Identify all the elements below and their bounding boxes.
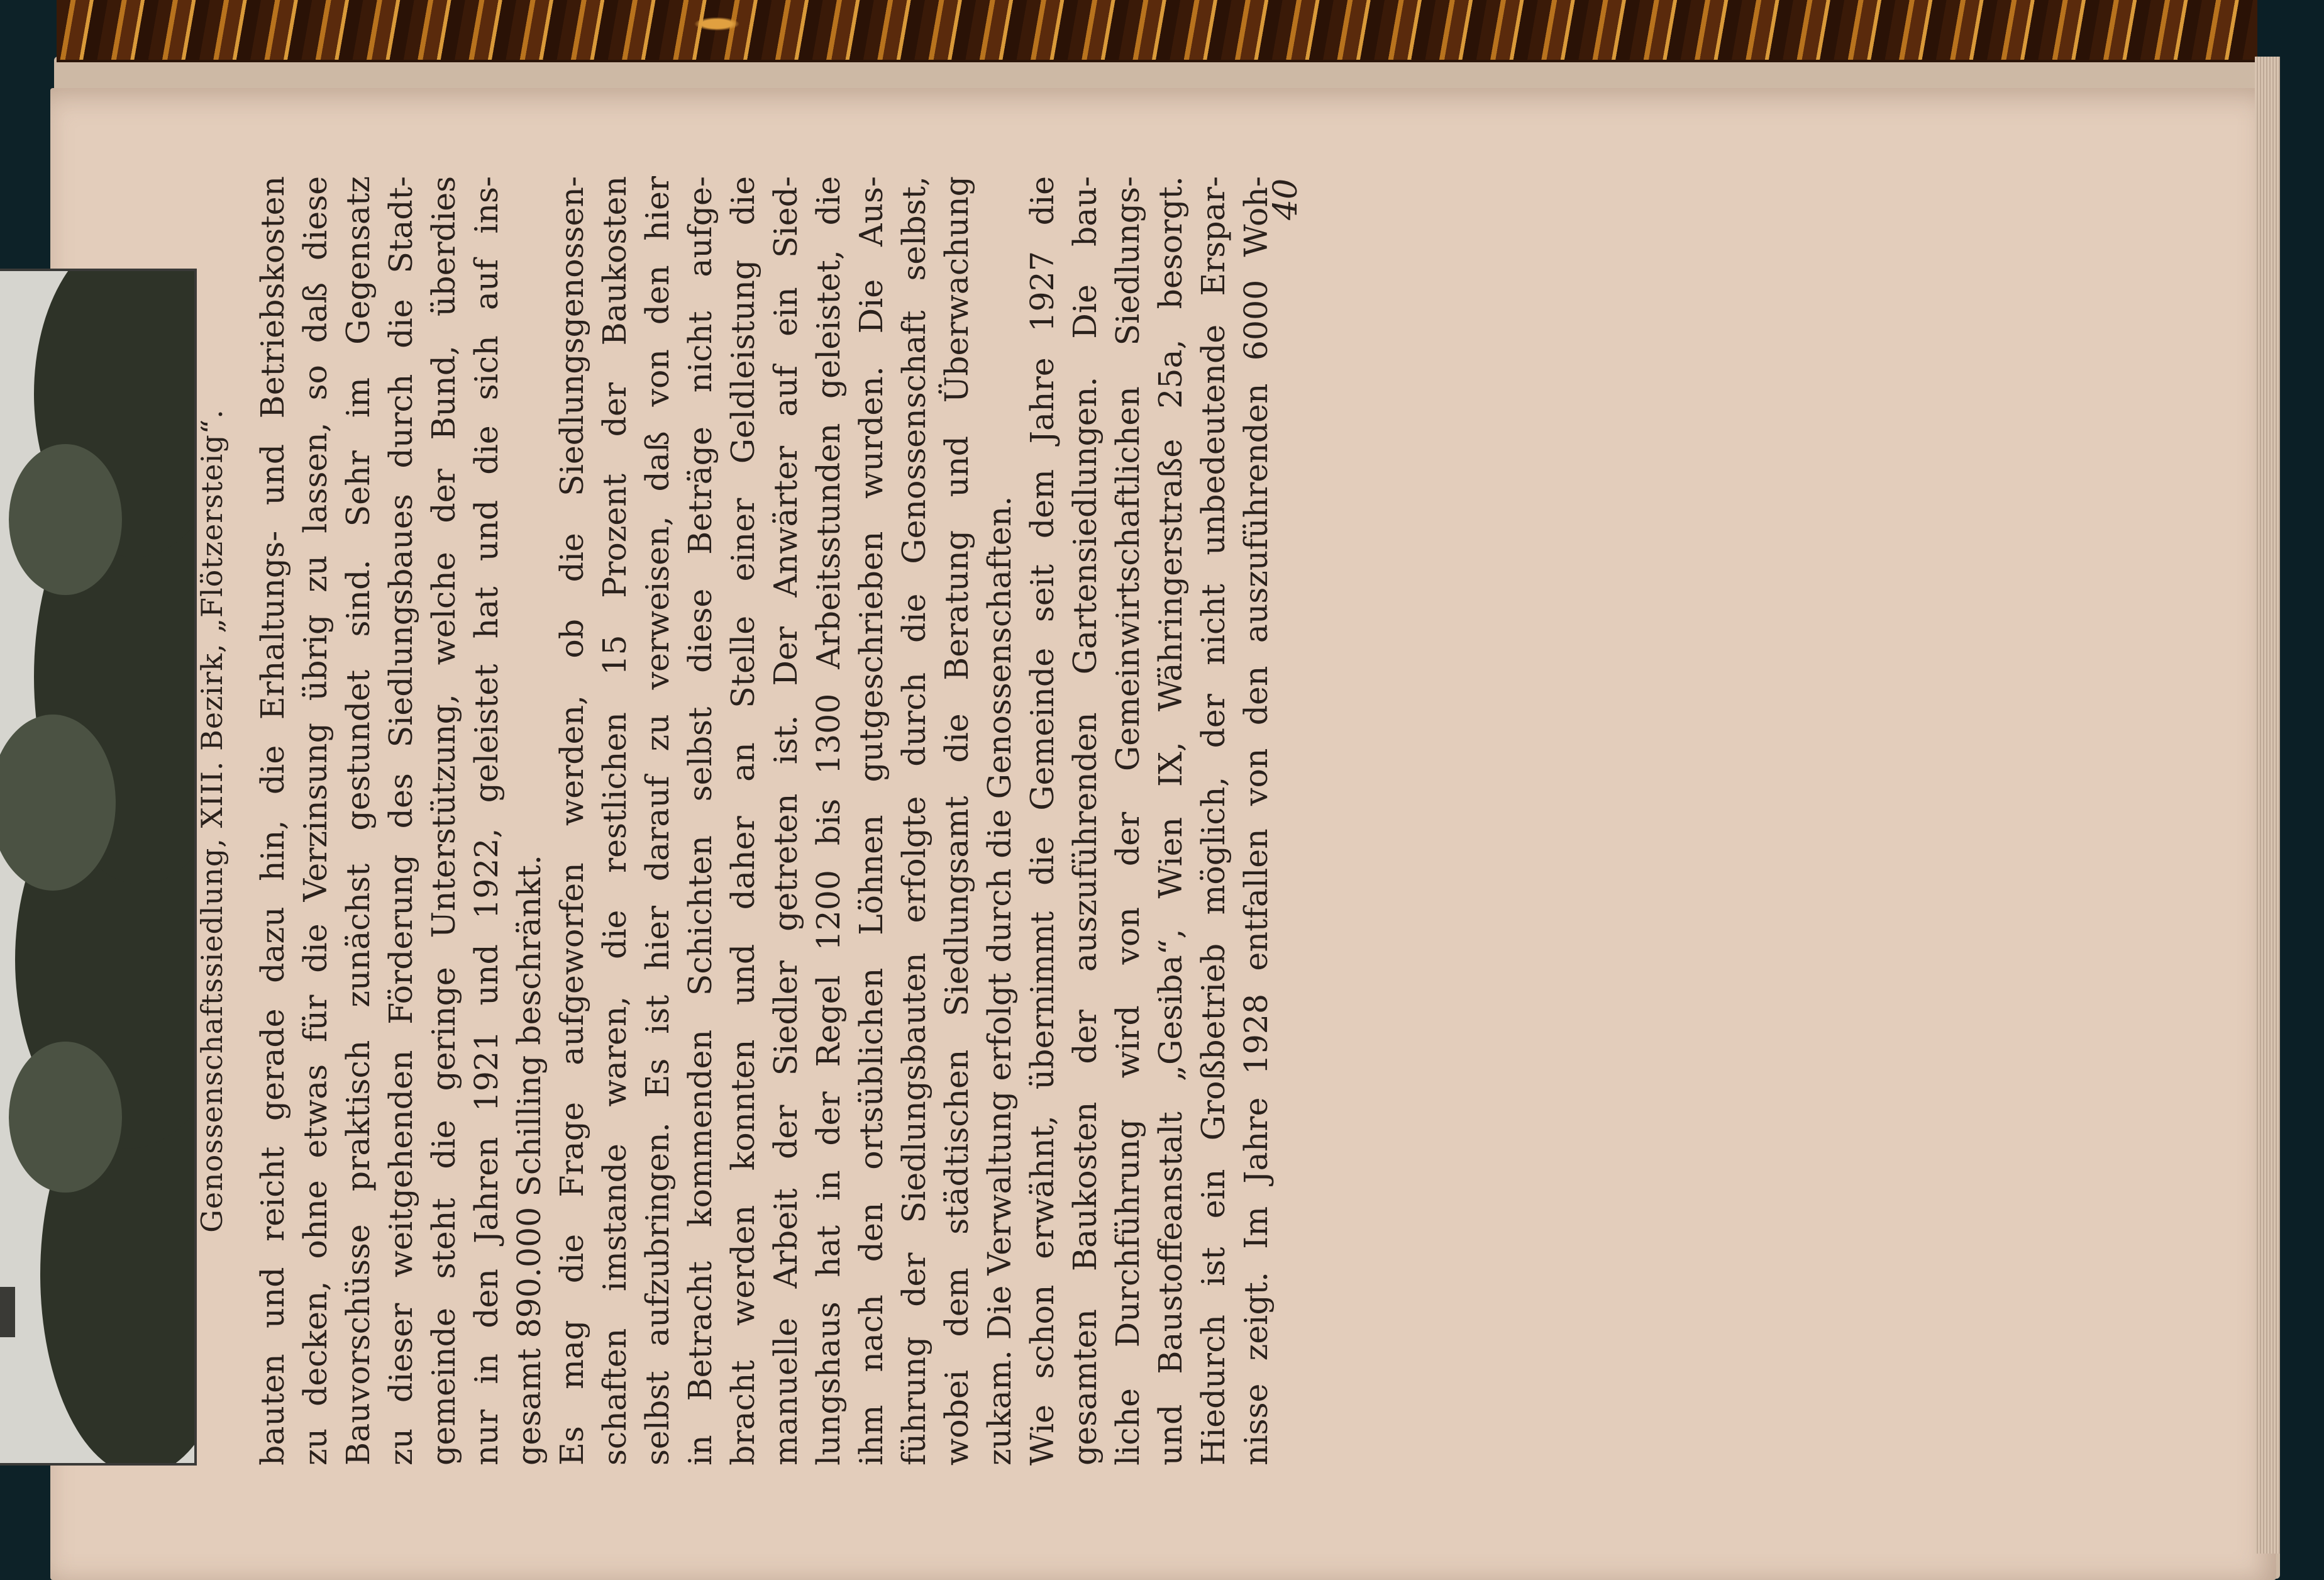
text-line: gemeinde steht die geringe Unterstützung, welche der Bund, überdies xyxy=(425,176,462,1466)
text-line: bauten und reicht gerade dazu hin, die Erhaltungs- und Betriebskosten xyxy=(254,176,291,1466)
house-roof-photo xyxy=(0,269,197,1466)
text-line: gesamt 890.000 Schilling beschränkt. xyxy=(511,855,548,1466)
text-line: zu decken, ohne etwas für die Verzinsung übrig zu lassen, so daß diese xyxy=(297,176,334,1466)
text-line: führung der Siedlungsbauten erfolgte durch die Genossenschaft selbst, xyxy=(895,176,932,1466)
text-line: liche Durchführung wird von der Gemeinwirtschaftlichen Siedlungs- xyxy=(1109,176,1146,1466)
text-line: nur in den Jahren 1921 und 1922, geleistet hat und die sich auf ins- xyxy=(468,176,505,1466)
text-line: Hiedurch ist ein Großbetrieb möglich, der nicht unbedeutende Erspar- xyxy=(1195,176,1232,1466)
page-header: Genossenschaftssiedlung, XIII. Bezirk, „Flötzersteig“. xyxy=(195,409,229,1233)
text-line: wobei dem städtischen Siedlungsamt die Beratung und Überwachung xyxy=(938,176,975,1466)
text-line: Wie schon erwähnt, übernimmt die Gemeinde seit dem Jahre 1927 die xyxy=(1024,176,1061,1466)
text-line: Bauvorschüsse praktisch zunächst gestundet sind. Sehr im Gegensatz xyxy=(340,176,377,1466)
text-line: gesamten Baukosten der auszuführenden Gartensiedlungen. Die bau- xyxy=(1066,176,1104,1466)
fore-edge xyxy=(2255,57,2280,1554)
text-line: in Betracht kommenden Schichten selbst diese Beträge nicht aufge- xyxy=(682,176,719,1466)
text-line: zu dieser weitgehenden Förderung des Siedlungsbaues durch die Stadt- xyxy=(382,176,419,1466)
text-line: zukam. Die Verwaltung erfolgt durch die Genossenschaften. xyxy=(981,496,1018,1466)
text-line: nisse zeigt. Im Jahre 1928 entfallen von den auszuführenden 6000 Woh- xyxy=(1237,176,1275,1466)
text-line: und Baustoffeanstalt „Gesiba“, Wien IX, Währingerstraße 25a, besorgt. xyxy=(1152,176,1189,1466)
page-number: 40 xyxy=(1267,178,1305,220)
photo-illustration xyxy=(0,271,194,1463)
text-line: lungshaus hat in der Regel 1200 bis 1300 Arbeitsstunden geleistet, die xyxy=(810,176,847,1466)
marbled-edge xyxy=(57,0,2257,62)
body-text xyxy=(252,176,1278,1466)
page-content xyxy=(195,176,2081,1466)
text-line: schaften imstande waren, die restlichen 15 Prozent der Baukosten xyxy=(596,176,633,1466)
text-line: selbst aufzubringen. Es ist hier darauf zu verweisen, daß von den hier xyxy=(639,176,676,1466)
text-line: Es mag die Frage aufgeworfen werden, ob die Siedlungsgenossen- xyxy=(553,176,590,1466)
text-line: bracht werden konnten und daher an Stelle einer Geldleistung die xyxy=(724,176,761,1466)
text-line: manuelle Arbeit der Siedler getreten ist. Der Anwärter auf ein Sied- xyxy=(767,176,804,1466)
text-line: ihm nach den ortsüblichen Löhnen gutgeschrieben wurden. Die Aus- xyxy=(853,176,890,1466)
